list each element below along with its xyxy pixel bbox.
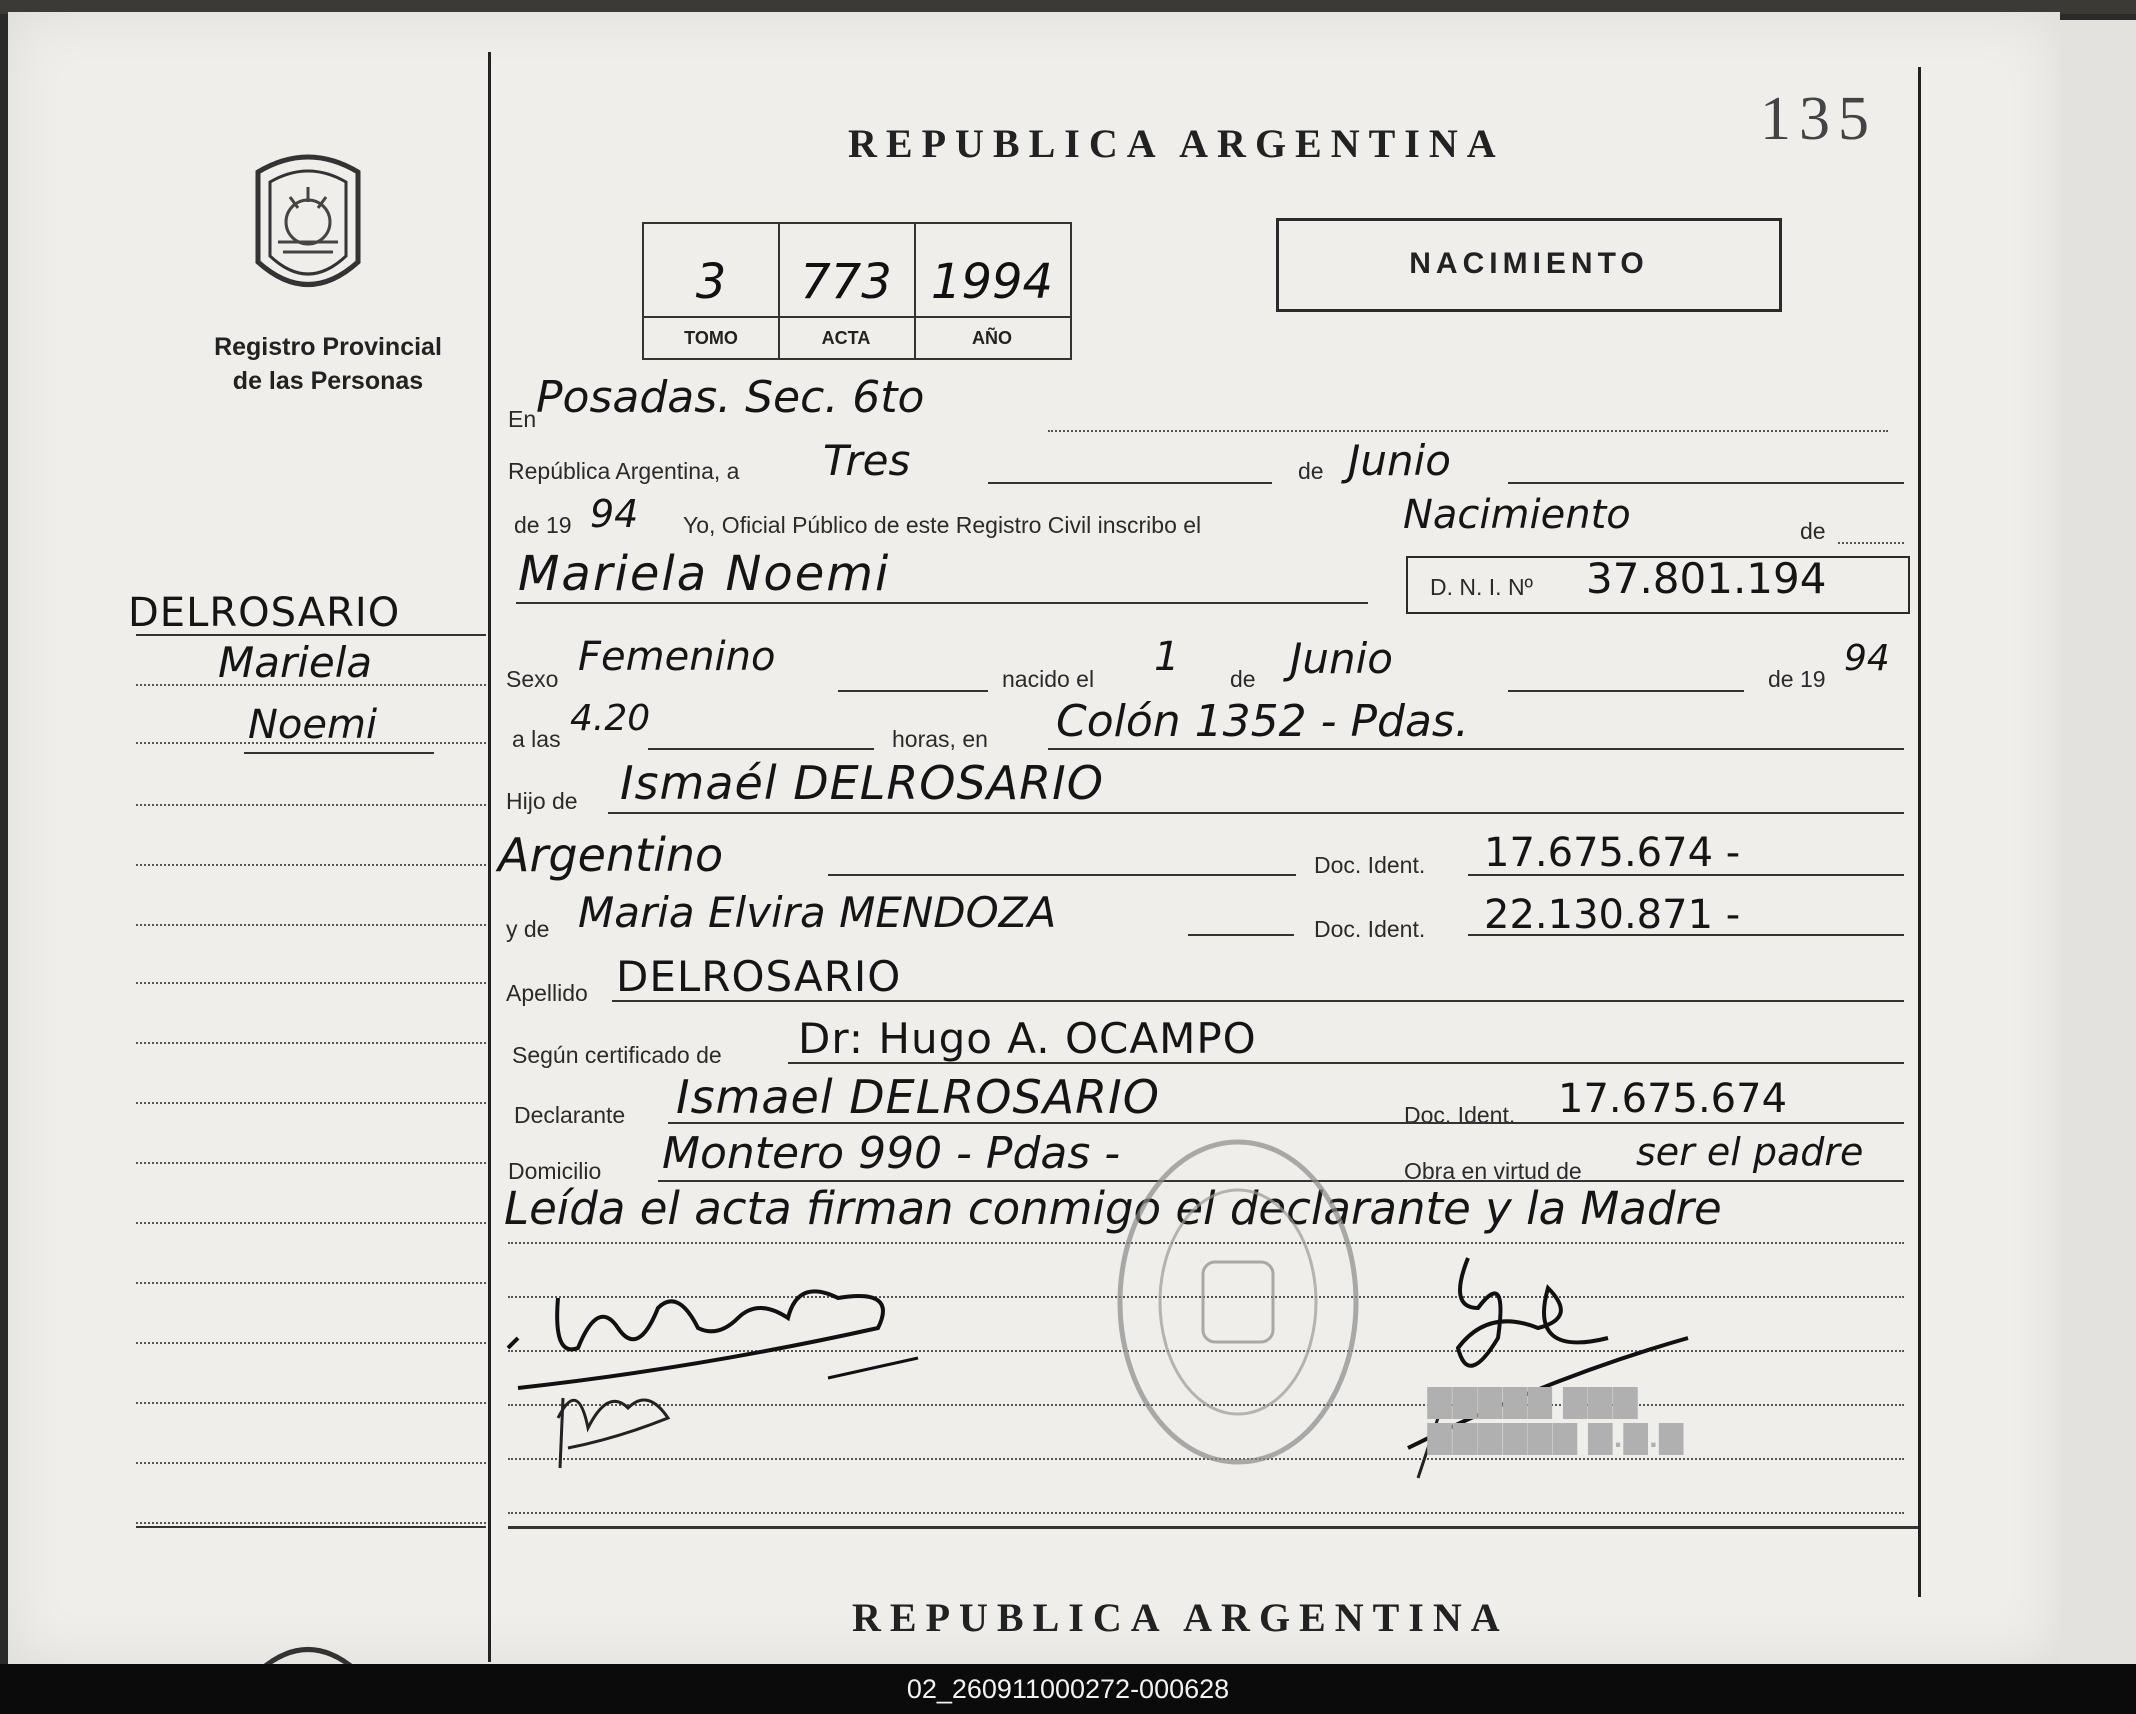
acta-cell bbox=[778, 224, 916, 358]
event-line bbox=[1838, 542, 1904, 544]
margin-underline-1 bbox=[136, 634, 486, 636]
birth-year-prefix: de 19 bbox=[1768, 666, 1826, 692]
father-line bbox=[608, 812, 1904, 814]
declarant-line bbox=[668, 1122, 1904, 1124]
child-name-line bbox=[516, 602, 1368, 604]
hour-line bbox=[648, 748, 874, 750]
a-las-label: a las bbox=[512, 726, 561, 752]
mother-name: Maria Elvira MENDOZA bbox=[578, 888, 1057, 937]
mother-doc: 22.130.871 - bbox=[1484, 892, 1741, 938]
birth-day: 1 bbox=[1154, 634, 1180, 680]
margin-rule bbox=[136, 1462, 486, 1464]
margin-rule bbox=[136, 1162, 486, 1164]
father-doc-line bbox=[1468, 874, 1904, 876]
margin-underline-2 bbox=[244, 752, 434, 754]
registry-number-box bbox=[642, 222, 1072, 360]
doctor-line bbox=[788, 1062, 1904, 1064]
place-line bbox=[1048, 748, 1904, 750]
signature-rule bbox=[508, 1512, 1904, 1514]
tomo-label: TOMO bbox=[644, 316, 778, 358]
birth-year-suffix: 94 bbox=[1844, 638, 1890, 679]
margin-rule bbox=[136, 982, 486, 984]
de-label-2: de bbox=[1800, 518, 1826, 544]
en-value: Posadas. Sec. 6to bbox=[536, 372, 925, 423]
margin-rule bbox=[136, 684, 486, 686]
margin-rule bbox=[136, 1282, 486, 1284]
birth-month-line bbox=[1508, 690, 1744, 692]
footer-caption: 02_260911000272-000628 bbox=[0, 1664, 2136, 1714]
en-label: En bbox=[508, 406, 537, 432]
margin-rule bbox=[136, 1402, 486, 1404]
father-name: Ismaél DELROSARIO bbox=[620, 756, 1104, 810]
margin-rule bbox=[136, 1342, 486, 1344]
apellido-label: Apellido bbox=[506, 980, 588, 1006]
next-record-country-title: REPUBLICA ARGENTINA bbox=[852, 1595, 1509, 1640]
dni-box bbox=[1406, 556, 1910, 614]
margin-name-2: Noemi bbox=[248, 702, 378, 748]
declarant-doc: 17.675.674 bbox=[1558, 1076, 1788, 1122]
registry-name-line1: Registro Provincial bbox=[214, 333, 442, 361]
month-line bbox=[1508, 482, 1904, 484]
margin-rule bbox=[136, 804, 486, 806]
official-stamp-icon bbox=[1108, 1132, 1368, 1472]
margin-rule bbox=[136, 1222, 486, 1224]
mother-doc-label: Doc. Ident. bbox=[1314, 916, 1426, 942]
year-suffix: 94 bbox=[590, 492, 639, 536]
dni-label: D. N. I. Nº bbox=[1430, 574, 1533, 600]
margin-surname: DELROSARIO bbox=[128, 590, 401, 636]
acta-label: ACTA bbox=[778, 316, 914, 358]
surname-line bbox=[612, 1000, 1904, 1002]
dni-number: 37.801.194 bbox=[1586, 554, 1827, 603]
tomo-value: 3 bbox=[695, 254, 727, 310]
domicilio-label: Domicilio bbox=[508, 1158, 602, 1184]
sexo-label: Sexo bbox=[506, 666, 559, 692]
closing-sentence: Leída el acta firman conmigo el declarante y la Madre bbox=[504, 1182, 1722, 1235]
declarante-label: Declarante bbox=[514, 1102, 626, 1128]
birth-month: Junio bbox=[1290, 634, 1393, 683]
document-type: NACIMIENTO bbox=[1409, 247, 1649, 280]
horas-label: horas, en bbox=[892, 726, 988, 752]
margin-rule bbox=[136, 742, 486, 744]
declarant-name: Ismael DELROSARIO bbox=[676, 1070, 1160, 1124]
hijo-label: Hijo de bbox=[506, 788, 578, 814]
mother-doc-line bbox=[1468, 934, 1904, 936]
address: Montero 990 - Pdas - bbox=[662, 1128, 1121, 1179]
birth-de-label: de bbox=[1230, 666, 1256, 692]
declarant-signature bbox=[498, 1238, 1018, 1478]
right-margin-rule bbox=[1918, 67, 1921, 1597]
mother-line bbox=[1188, 934, 1294, 936]
sexo-value: Femenino bbox=[578, 634, 776, 680]
margin-end-rule bbox=[136, 1526, 486, 1528]
margin-rule bbox=[136, 1522, 486, 1524]
page-number: 135 bbox=[1760, 85, 1877, 153]
record-end-rule bbox=[508, 1526, 1918, 1529]
en-line bbox=[1048, 430, 1888, 432]
day-line bbox=[988, 482, 1272, 484]
declarant-doc-label: Doc. Ident. bbox=[1404, 1102, 1516, 1128]
hour: 4.20 bbox=[570, 698, 651, 739]
margin-rule bbox=[136, 864, 486, 866]
father-nationality: Argentino bbox=[498, 828, 724, 882]
day-words: Tres bbox=[823, 436, 911, 485]
obra-label: Obra en virtud de bbox=[1404, 1158, 1582, 1184]
segun-label: Según certificado de bbox=[512, 1042, 722, 1068]
document-type-box bbox=[1276, 218, 1782, 312]
ano-cell bbox=[914, 224, 1070, 358]
nationality-line bbox=[828, 874, 1296, 876]
birth-place: Colón 1352 - Pdas. bbox=[1056, 696, 1469, 747]
ano-value: 1994 bbox=[930, 254, 1054, 310]
year-prefix: de 19 bbox=[514, 512, 572, 538]
de-label: de bbox=[1298, 458, 1324, 484]
tomo-cell bbox=[644, 224, 780, 358]
margin-name-1: Mariela bbox=[218, 638, 373, 687]
child-name: Mariela Noemi bbox=[518, 546, 891, 602]
margin-rule bbox=[136, 1042, 486, 1044]
sexo-line bbox=[838, 690, 988, 692]
month: Junio bbox=[1348, 436, 1451, 485]
acta-value: 773 bbox=[800, 254, 892, 310]
registry-name-line2: de las Personas bbox=[232, 367, 424, 395]
father-doc: 17.675.674 - bbox=[1484, 830, 1741, 876]
birth-certificate-page bbox=[8, 12, 2060, 1664]
margin-rule bbox=[136, 1102, 486, 1104]
country-title: REPUBLICA ARGENTINA bbox=[848, 121, 1505, 166]
faded-officer-stamp: ▇▇▇▇▇ ▇▇▇ ▇▇▇▇▇▇ ▇.▇.▇ bbox=[1428, 1385, 1685, 1454]
obra-value: ser el padre bbox=[1636, 1130, 1864, 1174]
event: Nacimiento bbox=[1403, 492, 1631, 538]
yo-text: Yo, Oficial Público de este Registro Civil inscribo el bbox=[683, 512, 1202, 538]
nacido-label: nacido el bbox=[1002, 666, 1095, 692]
republica-label: República Argentina, a bbox=[508, 458, 740, 484]
margin-rule bbox=[136, 924, 486, 926]
doctor: Dr: Hugo A. OCAMPO bbox=[798, 1014, 1257, 1063]
y-de-label: y de bbox=[506, 916, 550, 942]
provincial-seal-icon bbox=[238, 142, 378, 312]
left-margin-rule bbox=[488, 52, 491, 1662]
father-doc-label: Doc. Ident. bbox=[1314, 852, 1426, 878]
surname: DELROSARIO bbox=[616, 952, 902, 1001]
ano-label: AÑO bbox=[914, 316, 1070, 358]
